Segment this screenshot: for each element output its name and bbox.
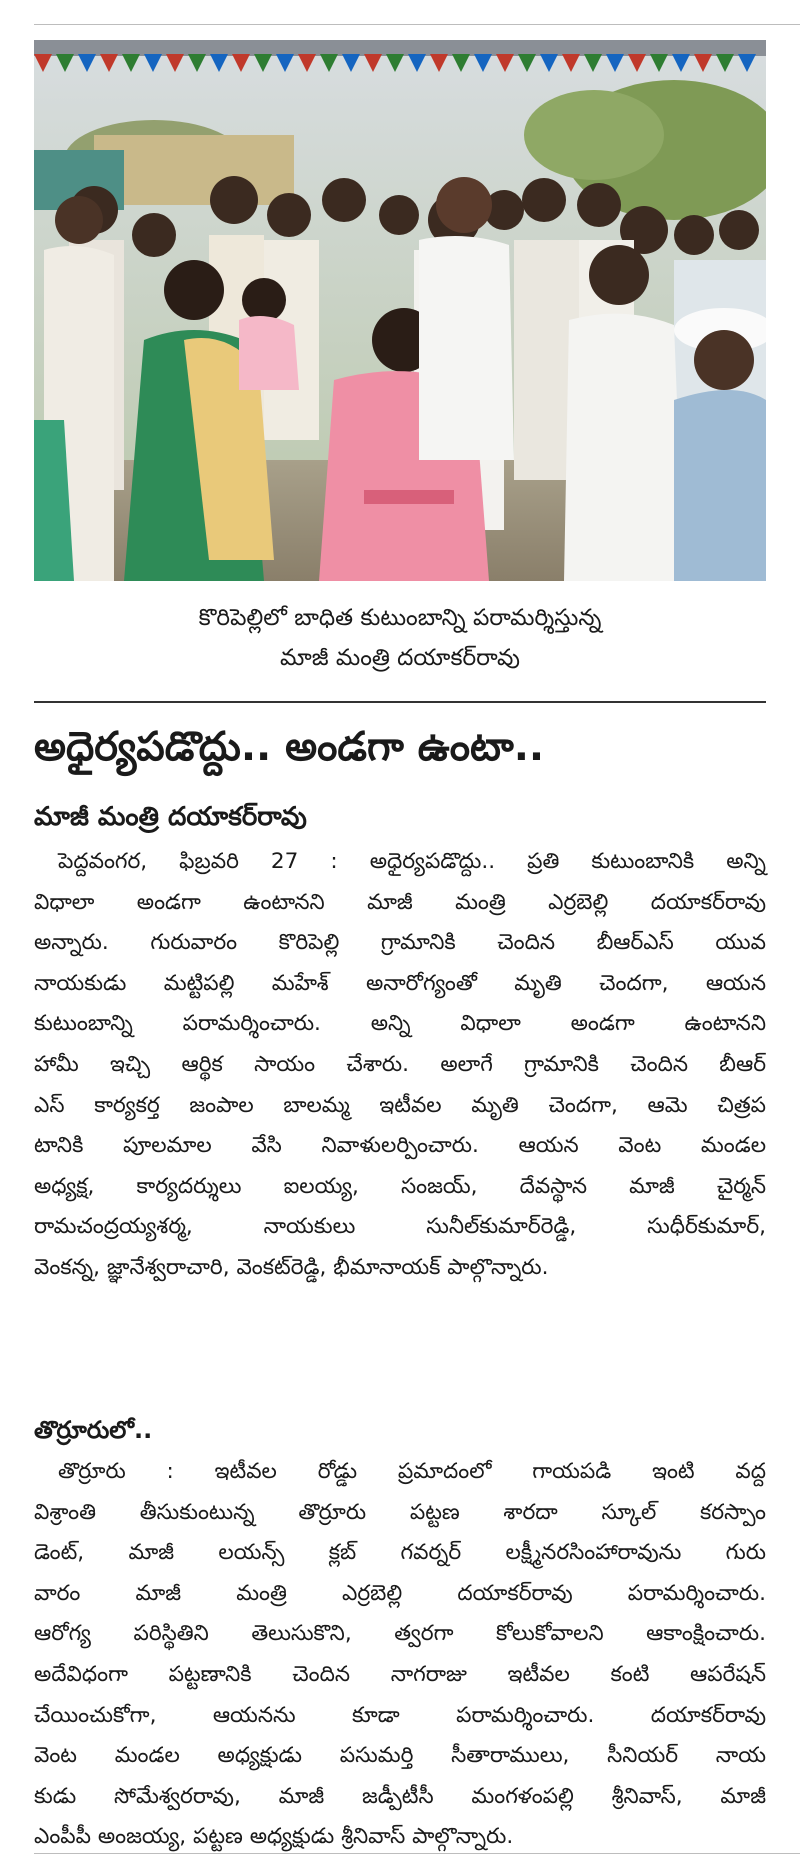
paragraph-line: వెంట మండల అధ్యక్షుడు పసుమర్తి సీతారాములు, సీనియర్ నాయ (34, 1743, 766, 1769)
paragraph-line: తొర్రూరు : ఇటీవల రోడ్డు ప్రమాదంలో గాయపడి ఇంటి వద్ద (58, 1459, 766, 1484)
paragraph-line: రామచంద్రయ్యశర్మ, నాయకులు సునీల్‌కుమార్‌రెడ్డి, సుధీర్‌కుమార్, (34, 1214, 766, 1240)
paragraph-line: కుడు సోమేశ్వరరావు, మాజీ జడ్పీటీసీ మంగళంపల్లి శ్రీనివాస్, మాజీ (34, 1783, 766, 1809)
paragraph-line: నాయకుడు మట్టిపల్లి మహేశ్ అనారోగ్యంతో మృతి చెందగా, ఆయన (34, 970, 766, 996)
bottom-rule (34, 1853, 800, 1854)
paragraph-line: ఆరోగ్య పరిస్థితిని తెలుసుకొని, త్వరగా కోలుకోవాలని ఆకాంక్షించారు. (34, 1621, 766, 1647)
news-photo-illustration (34, 40, 766, 581)
paragraph-line: చేయించుకోగా, ఆయనను కూడా పరామర్శించారు. దయాకర్‌రావు (34, 1702, 766, 1728)
section-heading-torrur: తొర్రూరులో.. (34, 1416, 153, 1444)
paragraph-line: విధాలా అండగా ఉంటానని మాజీ మంత్రి ఎర్రబెల్లి దయాకర్‌రావు (34, 889, 766, 915)
paragraph-line: అధ్యక్ష, కార్యదర్శులు ఐలయ్య, సంజయ్, దేవస్థాన మాజీ చైర్మన్ (34, 1173, 766, 1199)
paragraph-line: వెంకన్న, జ్ఞానేశ్వరాచారి, వెంకట్‌రెడ్డి, భీమానాయక్ పాల్గొన్నారు. (34, 1254, 549, 1280)
headline-separator (34, 701, 766, 703)
article-paragraph-2 (34, 1452, 766, 1858)
paragraph-line: అదేవిధంగా పట్టణానికి చెందిన నాగరాజు ఇటీవల కంటి ఆపరేషన్ (34, 1661, 766, 1687)
paragraph-line: అన్నారు. గురువారం కొరిపెల్లి గ్రామానికి చెందిన బీఆర్‌ఎస్ యువ (34, 930, 766, 956)
paragraph-line: ఎంపీపీ అంజయ్య, పట్టణ అధ్యక్షుడు శ్రీనివాస్ పాల్గొన్నారు. (34, 1824, 514, 1850)
photo-caption (34, 598, 766, 678)
caption-line-2: మాజీ మంత్రి దయాకర్‌రావు (280, 645, 520, 671)
paragraph-line: డెంట్, మాజీ లయన్స్ క్లబ్ గవర్నర్ లక్ష్మీనరసింహారావును గురు (34, 1540, 766, 1566)
news-photo (34, 40, 766, 581)
paragraph-line: వారం మాజీ మంత్రి ఎర్రబెల్లి దయాకర్‌రావు పరామర్శించారు. (34, 1580, 766, 1606)
article-headline: అధైర్యపడొద్దు.. అండగా ఉంటా.. (34, 724, 545, 770)
paragraph-line: హామీ ఇచ్చి ఆర్థిక సాయం చేశారు. అలాగే గ్రామానికి చెందిన బీఆర్ (34, 1051, 766, 1077)
top-rule (34, 24, 800, 25)
article-subheadline: మాజీ మంత్రి దయాకర్‌రావు (34, 802, 307, 832)
paragraph-line: విశ్రాంతి తీసుకుంటున్న తొర్రూరు పట్టణ శారదా స్కూల్ కరస్పాం (34, 1499, 766, 1525)
article-paragraph-1 (34, 842, 766, 1289)
paragraph-line: కుటుంబాన్ని పరామర్శించారు. అన్ని విధాలా అండగా ఉంటానని (34, 1011, 766, 1037)
paragraph-line: పెద్దవంగర, ఫిబ్రవరి 27 : అధైర్యపడొద్దు.. ప్రతి కుటుంబానికి అన్ని (58, 849, 766, 874)
caption-line-1: కొరిపెల్లిలో బాధిత కుటుంబాన్ని పరామర్శిస్తున్న (198, 605, 602, 631)
paragraph-line: టానికి పూలమాల వేసి నివాళులర్పించారు. ఆయన వెంట మండల (34, 1133, 766, 1159)
paragraph-line: ఎస్ కార్యకర్త జంపాల బాలమ్మ ఇటీవల మృతి చెందగా, ఆమె చిత్రప (34, 1092, 766, 1118)
